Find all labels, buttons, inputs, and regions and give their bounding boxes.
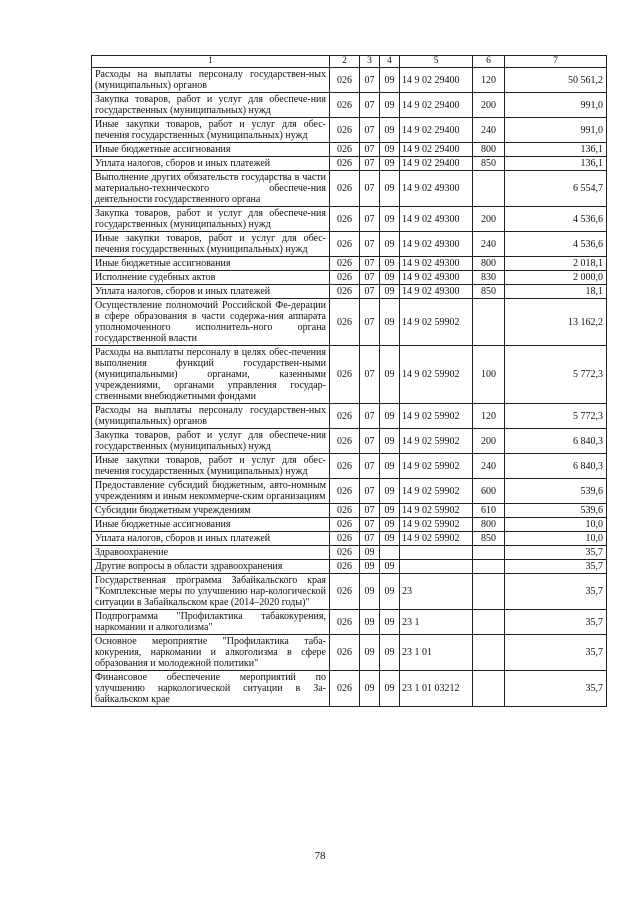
table-row xyxy=(92,635,607,671)
table-row xyxy=(92,93,607,118)
row-amount: 35,7 xyxy=(505,574,607,610)
row-amount: 35,7 xyxy=(505,560,607,574)
header-col-7: 7 xyxy=(505,56,607,68)
row-admin-code: 026 xyxy=(330,93,360,118)
header-col-5: 5 xyxy=(400,56,473,68)
row-name: Закупка товаров, работ и услуг для обеспече-ния государственных (муниципальных) нужд xyxy=(92,207,330,232)
row-expense-type: 600 xyxy=(473,479,505,504)
row-section: 07 xyxy=(360,143,380,157)
row-admin-code: 026 xyxy=(330,257,360,271)
row-target-code: 14 9 02 29400 xyxy=(400,93,473,118)
row-admin-code: 026 xyxy=(330,635,360,671)
table-row xyxy=(92,68,607,93)
row-amount: 539,6 xyxy=(505,504,607,518)
row-admin-code: 026 xyxy=(330,429,360,454)
row-name: Подпрограмма "Профилактика табакокурения, наркомании и алкоголизма" xyxy=(92,610,330,635)
row-target-code: 14 9 02 59902 xyxy=(400,454,473,479)
row-expense-type: 200 xyxy=(473,93,505,118)
row-subsection: 09 xyxy=(380,429,400,454)
row-amount: 35,7 xyxy=(505,546,607,560)
row-name: Осуществление полномочий Российской Фе-дерации в сфере образования в части содержа-ния аппарата уполномоченного исполнитель-ного органа государственной власти xyxy=(92,299,330,346)
table-row xyxy=(92,143,607,157)
row-subsection xyxy=(380,546,400,560)
row-target-code: 14 9 02 29400 xyxy=(400,143,473,157)
row-name: Выполнение других обязательств государства в части материально-технического обеспече-ния деятельности государственного органа xyxy=(92,171,330,207)
header-row xyxy=(92,56,607,68)
row-admin-code: 026 xyxy=(330,671,360,707)
row-admin-code: 026 xyxy=(330,157,360,171)
row-target-code: 14 9 02 59902 xyxy=(400,479,473,504)
row-section: 09 xyxy=(360,546,380,560)
row-target-code: 14 9 02 49300 xyxy=(400,232,473,257)
row-admin-code: 026 xyxy=(330,560,360,574)
row-section: 07 xyxy=(360,285,380,299)
row-section: 07 xyxy=(360,232,380,257)
row-subsection: 09 xyxy=(380,404,400,429)
row-target-code: 14 9 02 49300 xyxy=(400,271,473,285)
table-body xyxy=(92,68,607,707)
row-admin-code: 026 xyxy=(330,207,360,232)
row-expense-type: 850 xyxy=(473,532,505,546)
row-subsection: 09 xyxy=(380,257,400,271)
row-expense-type xyxy=(473,299,505,346)
row-amount: 10,0 xyxy=(505,518,607,532)
row-admin-code: 026 xyxy=(330,532,360,546)
row-section: 09 xyxy=(360,635,380,671)
table-row xyxy=(92,118,607,143)
row-name: Исполнение судебных актов xyxy=(92,271,330,285)
row-amount: 136,1 xyxy=(505,143,607,157)
row-expense-type: 240 xyxy=(473,118,505,143)
header-col-1: 1 xyxy=(92,56,330,68)
row-name: Иные бюджетные ассигнования xyxy=(92,257,330,271)
row-expense-type: 850 xyxy=(473,285,505,299)
row-section: 07 xyxy=(360,404,380,429)
table-row xyxy=(92,546,607,560)
row-amount: 6 554,7 xyxy=(505,171,607,207)
table-row xyxy=(92,207,607,232)
row-section: 07 xyxy=(360,93,380,118)
row-expense-type: 800 xyxy=(473,518,505,532)
table-row xyxy=(92,574,607,610)
row-section: 07 xyxy=(360,207,380,232)
row-target-code xyxy=(400,546,473,560)
row-subsection: 09 xyxy=(380,346,400,404)
row-section: 09 xyxy=(360,610,380,635)
row-subsection: 09 xyxy=(380,68,400,93)
row-name: Закупка товаров, работ и услуг для обеспече-ния государственных (муниципальных) нужд xyxy=(92,93,330,118)
row-expense-type: 800 xyxy=(473,257,505,271)
page-number: 78 xyxy=(314,850,326,862)
row-admin-code: 026 xyxy=(330,285,360,299)
row-section: 09 xyxy=(360,671,380,707)
row-name: Государственная программа Забайкальского края "Комплексные меры по улучшению нар-кологической ситуации в Забайкальском крае (2014–2020 годы)" xyxy=(92,574,330,610)
row-name: Иные закупки товаров, работ и услуг для обес-печения государственных (муниципальных) нужд xyxy=(92,232,330,257)
table-row xyxy=(92,171,607,207)
row-name: Иные бюджетные ассигнования xyxy=(92,518,330,532)
row-subsection: 09 xyxy=(380,118,400,143)
row-name: Закупка товаров, работ и услуг для обеспече-ния государственных (муниципальных) нужд xyxy=(92,429,330,454)
table-row xyxy=(92,404,607,429)
table-row xyxy=(92,454,607,479)
row-amount: 6 840,3 xyxy=(505,454,607,479)
row-expense-type: 120 xyxy=(473,68,505,93)
row-target-code: 14 9 02 59902 xyxy=(400,504,473,518)
row-subsection: 09 xyxy=(380,479,400,504)
row-amount: 4 536,6 xyxy=(505,207,607,232)
row-amount: 991,0 xyxy=(505,118,607,143)
row-subsection: 09 xyxy=(380,171,400,207)
row-expense-type: 800 xyxy=(473,143,505,157)
row-expense-type: 830 xyxy=(473,271,505,285)
row-amount: 35,7 xyxy=(505,610,607,635)
header-col-3: 3 xyxy=(360,56,380,68)
table-row xyxy=(92,257,607,271)
table-row xyxy=(92,560,607,574)
table-row xyxy=(92,518,607,532)
row-target-code: 14 9 02 49300 xyxy=(400,257,473,271)
row-subsection: 09 xyxy=(380,635,400,671)
table-row xyxy=(92,504,607,518)
row-expense-type: 200 xyxy=(473,429,505,454)
row-subsection: 09 xyxy=(380,93,400,118)
row-amount: 10,0 xyxy=(505,532,607,546)
table-row xyxy=(92,532,607,546)
row-target-code: 14 9 02 59902 xyxy=(400,404,473,429)
budget-table xyxy=(91,55,607,707)
row-section: 07 xyxy=(360,257,380,271)
row-subsection: 09 xyxy=(380,143,400,157)
row-expense-type xyxy=(473,610,505,635)
budget-table-container xyxy=(91,55,606,707)
row-admin-code: 026 xyxy=(330,299,360,346)
table-row xyxy=(92,299,607,346)
table-row xyxy=(92,285,607,299)
row-subsection: 09 xyxy=(380,574,400,610)
row-expense-type xyxy=(473,635,505,671)
row-admin-code: 026 xyxy=(330,143,360,157)
row-subsection: 09 xyxy=(380,610,400,635)
row-subsection: 09 xyxy=(380,285,400,299)
table-row xyxy=(92,479,607,504)
row-name: Предоставление субсидий бюджетным, авто-номным учреждениям и иным некоммерче-ским организациям xyxy=(92,479,330,504)
row-section: 07 xyxy=(360,271,380,285)
row-subsection: 09 xyxy=(380,671,400,707)
row-amount: 136,1 xyxy=(505,157,607,171)
row-section: 07 xyxy=(360,299,380,346)
row-name: Иные закупки товаров, работ и услуг для обес-печения государственных (муниципальных) нужд xyxy=(92,454,330,479)
table-row xyxy=(92,157,607,171)
table-row xyxy=(92,271,607,285)
row-expense-type xyxy=(473,171,505,207)
row-name: Расходы на выплаты персоналу государствен-ных (муниципальных) органов xyxy=(92,404,330,429)
row-name: Иные закупки товаров, работ и услуг для обес-печения государственных (муниципальных) нужд xyxy=(92,118,330,143)
header-col-2: 2 xyxy=(330,56,360,68)
row-section: 07 xyxy=(360,454,380,479)
row-target-code: 23 xyxy=(400,574,473,610)
row-amount: 5 772,3 xyxy=(505,404,607,429)
row-admin-code: 026 xyxy=(330,68,360,93)
row-name: Финансовое обеспечение мероприятий по улучшению наркологической ситуации в За-байкальском крае xyxy=(92,671,330,707)
row-admin-code: 026 xyxy=(330,504,360,518)
row-amount: 2 018,1 xyxy=(505,257,607,271)
row-section: 09 xyxy=(360,560,380,574)
row-name: Расходы на выплаты персоналу государствен-ных (муниципальных) органов xyxy=(92,68,330,93)
row-amount: 4 536,6 xyxy=(505,232,607,257)
row-name: Уплата налогов, сборов и иных платежей xyxy=(92,532,330,546)
row-section: 07 xyxy=(360,118,380,143)
row-admin-code: 026 xyxy=(330,518,360,532)
row-subsection: 09 xyxy=(380,532,400,546)
table-row xyxy=(92,232,607,257)
row-expense-type: 240 xyxy=(473,454,505,479)
row-subsection: 09 xyxy=(380,560,400,574)
row-expense-type: 200 xyxy=(473,207,505,232)
row-amount: 13 162,2 xyxy=(505,299,607,346)
row-target-code: 23 1 01 03212 xyxy=(400,671,473,707)
row-amount: 991,0 xyxy=(505,93,607,118)
row-subsection: 09 xyxy=(380,232,400,257)
row-section: 07 xyxy=(360,157,380,171)
row-section: 07 xyxy=(360,532,380,546)
row-section: 07 xyxy=(360,429,380,454)
row-amount: 539,6 xyxy=(505,479,607,504)
row-target-code: 14 9 02 49300 xyxy=(400,285,473,299)
row-name: Уплата налогов, сборов и иных платежей xyxy=(92,285,330,299)
row-admin-code: 026 xyxy=(330,610,360,635)
row-amount: 50 561,2 xyxy=(505,68,607,93)
row-target-code: 14 9 02 59902 xyxy=(400,299,473,346)
row-name: Здравоохранение xyxy=(92,546,330,560)
row-amount: 35,7 xyxy=(505,635,607,671)
row-name: Иные бюджетные ассигнования xyxy=(92,143,330,157)
row-name: Расходы на выплаты персоналу в целях обес-печения выполнения функций государствен-ными (муниципальными) органами, казенными учреждениями, органами управления государ-ственными внебюджетными фондами xyxy=(92,346,330,404)
row-admin-code: 026 xyxy=(330,574,360,610)
row-admin-code: 026 xyxy=(330,171,360,207)
row-admin-code: 026 xyxy=(330,118,360,143)
row-expense-type: 610 xyxy=(473,504,505,518)
row-section: 07 xyxy=(360,68,380,93)
row-admin-code: 026 xyxy=(330,346,360,404)
row-expense-type xyxy=(473,546,505,560)
row-subsection: 09 xyxy=(380,271,400,285)
row-target-code: 14 9 02 59902 xyxy=(400,532,473,546)
row-expense-type xyxy=(473,671,505,707)
row-target-code: 14 9 02 59902 xyxy=(400,429,473,454)
row-target-code: 14 9 02 59902 xyxy=(400,518,473,532)
row-name: Уплата налогов, сборов и иных платежей xyxy=(92,157,330,171)
table-row xyxy=(92,346,607,404)
table-row xyxy=(92,429,607,454)
row-admin-code: 026 xyxy=(330,271,360,285)
row-amount: 2 000,0 xyxy=(505,271,607,285)
row-admin-code: 026 xyxy=(330,404,360,429)
row-admin-code: 026 xyxy=(330,232,360,257)
row-name: Другие вопросы в области здравоохранения xyxy=(92,560,330,574)
row-amount: 35,7 xyxy=(505,671,607,707)
row-section: 07 xyxy=(360,346,380,404)
row-expense-type: 850 xyxy=(473,157,505,171)
row-amount: 6 840,3 xyxy=(505,429,607,454)
row-admin-code: 026 xyxy=(330,546,360,560)
row-subsection: 09 xyxy=(380,518,400,532)
row-expense-type: 100 xyxy=(473,346,505,404)
row-target-code: 14 9 02 29400 xyxy=(400,118,473,143)
row-target-code: 14 9 02 49300 xyxy=(400,207,473,232)
row-target-code: 14 9 02 49300 xyxy=(400,171,473,207)
row-subsection: 09 xyxy=(380,504,400,518)
header-col-6: 6 xyxy=(473,56,505,68)
row-admin-code: 026 xyxy=(330,454,360,479)
row-section: 07 xyxy=(360,518,380,532)
row-target-code xyxy=(400,560,473,574)
row-amount: 5 772,3 xyxy=(505,346,607,404)
row-subsection: 09 xyxy=(380,299,400,346)
row-expense-type xyxy=(473,574,505,610)
row-name: Субсидии бюджетным учреждениям xyxy=(92,504,330,518)
row-expense-type: 240 xyxy=(473,232,505,257)
row-target-code: 23 1 01 xyxy=(400,635,473,671)
row-admin-code: 026 xyxy=(330,479,360,504)
row-section: 09 xyxy=(360,574,380,610)
row-subsection: 09 xyxy=(380,454,400,479)
row-subsection: 09 xyxy=(380,207,400,232)
table-row xyxy=(92,671,607,707)
row-subsection: 09 xyxy=(380,157,400,171)
row-target-code: 23 1 xyxy=(400,610,473,635)
row-section: 07 xyxy=(360,479,380,504)
row-target-code: 14 9 02 29400 xyxy=(400,68,473,93)
row-section: 07 xyxy=(360,504,380,518)
row-expense-type: 120 xyxy=(473,404,505,429)
header-col-4: 4 xyxy=(380,56,400,68)
row-target-code: 14 9 02 29400 xyxy=(400,157,473,171)
row-expense-type xyxy=(473,560,505,574)
row-target-code: 14 9 02 59902 xyxy=(400,346,473,404)
row-name: Основное мероприятие "Профилактика таба-кокурения, наркомании и алкоголизма в сфере образования и молодежной политики" xyxy=(92,635,330,671)
table-row xyxy=(92,610,607,635)
row-section: 07 xyxy=(360,171,380,207)
row-amount: 18,1 xyxy=(505,285,607,299)
